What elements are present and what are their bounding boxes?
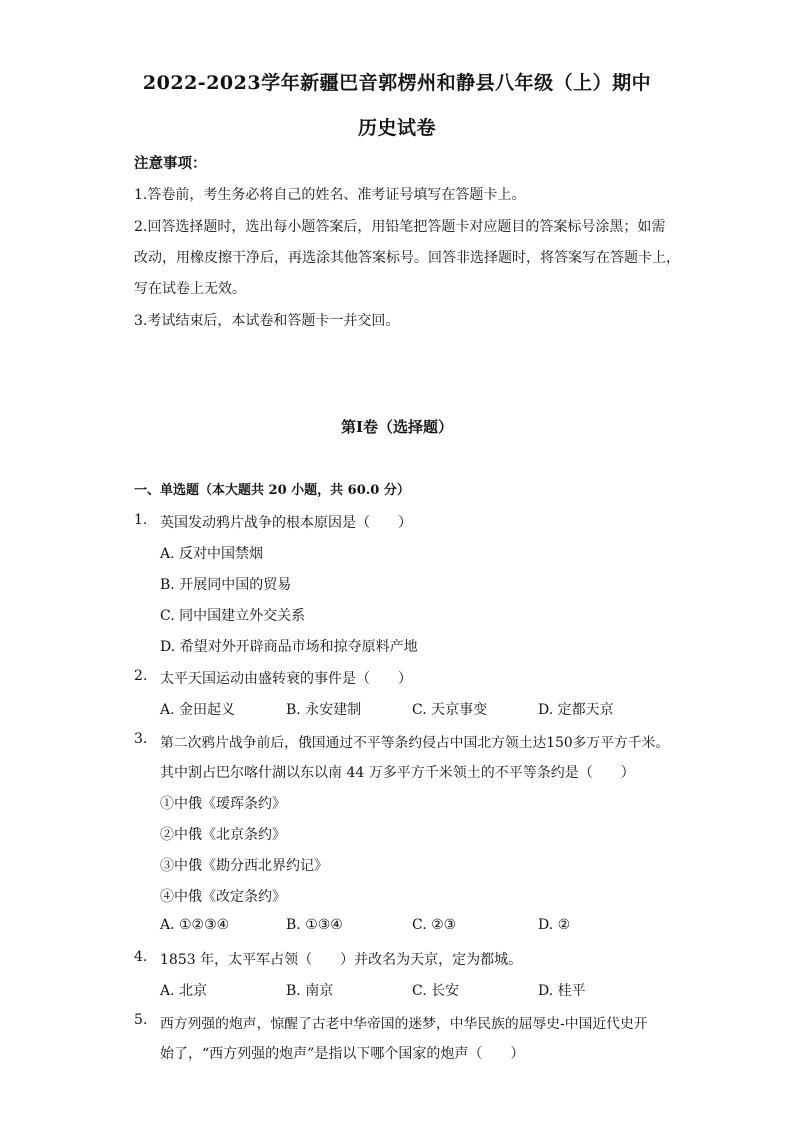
question-3-number: 3. <box>134 731 148 747</box>
question-3-item-1: ①中俄《瑷珲条约》 <box>160 796 286 812</box>
notice-item-3: 3.考试结束后，本试卷和答题卡一并交回。 <box>134 313 400 329</box>
question-4-number: 4. <box>134 949 148 965</box>
notice-item-2-line3: 写在试卷上无效。 <box>134 281 246 297</box>
notice-item-2-line1: 2.回答选择题时，选出每小题答案后，用铅笔把答题卡对应题目的答案标号涂黑；如需 <box>134 219 666 235</box>
question-4-option-c: C. 长安 <box>412 983 460 999</box>
question-4-option-d: D. 桂平 <box>538 983 586 999</box>
notice-item-1: 1.答卷前，考生务必将自己的姓名、准考证号填写在答题卡上。 <box>134 187 526 203</box>
question-3-stem-line1: 第二次鸦片战争前后，俄国通过不平等条约侵占中国北方领土达150多万平方千米。 <box>160 735 670 751</box>
question-4-stem: 1853 年，太平军占领（ ）并改名为天京，定为都城。 <box>160 952 523 968</box>
question-3-stem-line2: 其中割占巴尔喀什湖以东以南 44 万多平方千米领土的不平等条约是（ ） <box>160 765 635 781</box>
notice-heading: 注意事项： <box>134 155 207 172</box>
question-5-stem-line1: 西方列强的炮声，惊醒了古老中华帝国的迷梦，中华民族的屈辱史-中国近代史开 <box>160 1016 648 1032</box>
question-2-option-a: A. 金田起义 <box>160 702 236 718</box>
question-2-number: 2. <box>134 668 148 684</box>
question-2-option-d: D. 定都天京 <box>538 702 614 718</box>
question-3-item-4: ④中俄《改定条约》 <box>160 889 286 905</box>
question-3-item-3: ③中俄《勘分西北界约记》 <box>160 858 328 874</box>
exam-title-line1: 2022-2023学年新疆巴音郭楞州和静县八年级（上）期中 <box>142 72 652 94</box>
question-2-stem: 太平天国运动由盛转衰的事件是（ ） <box>160 671 412 687</box>
exam-title-line2: 历史试卷 <box>357 117 436 139</box>
question-5-number: 5. <box>134 1012 148 1028</box>
question-3-option-b: B. ①③④ <box>286 917 343 933</box>
question-3-option-d: D. ② <box>538 917 571 933</box>
volume-title: 第I卷（选择题） <box>340 418 454 436</box>
question-1-option-a: A. 反对中国禁烟 <box>160 546 264 562</box>
question-2-option-c: C. 天京事变 <box>412 702 488 718</box>
question-1-stem: 英国发动鸦片战争的根本原因是（ ） <box>160 515 412 531</box>
section-heading: 一、单选题（本大题共 20 小题，共 60.0 分） <box>134 483 410 498</box>
question-1-option-d: D. 希望对外开辟商品市场和掠夺原料产地 <box>160 639 418 655</box>
question-3-option-a: A. ①②③④ <box>160 917 230 933</box>
question-2-option-b: B. 永安建制 <box>286 702 362 718</box>
notice-item-2-line2: 改动，用橡皮擦干净后，再选涂其他答案标号。回答非选择题时，将答案写在答题卡上， <box>134 250 680 266</box>
question-3-option-c: C. ②③ <box>412 917 457 933</box>
question-3-item-2: ②中俄《北京条约》 <box>160 827 286 843</box>
question-1-option-c: C. 同中国建立外交关系 <box>160 608 306 624</box>
question-5-stem-line2: 始了，“西方列强的炮声”是指以下哪个国家的炮声（ ） <box>160 1046 525 1062</box>
question-4-option-b: B. 南京 <box>286 983 334 999</box>
question-1-option-b: B. 开展同中国的贸易 <box>160 577 292 593</box>
question-1-number: 1. <box>134 512 148 528</box>
question-4-option-a: A. 北京 <box>160 983 208 999</box>
